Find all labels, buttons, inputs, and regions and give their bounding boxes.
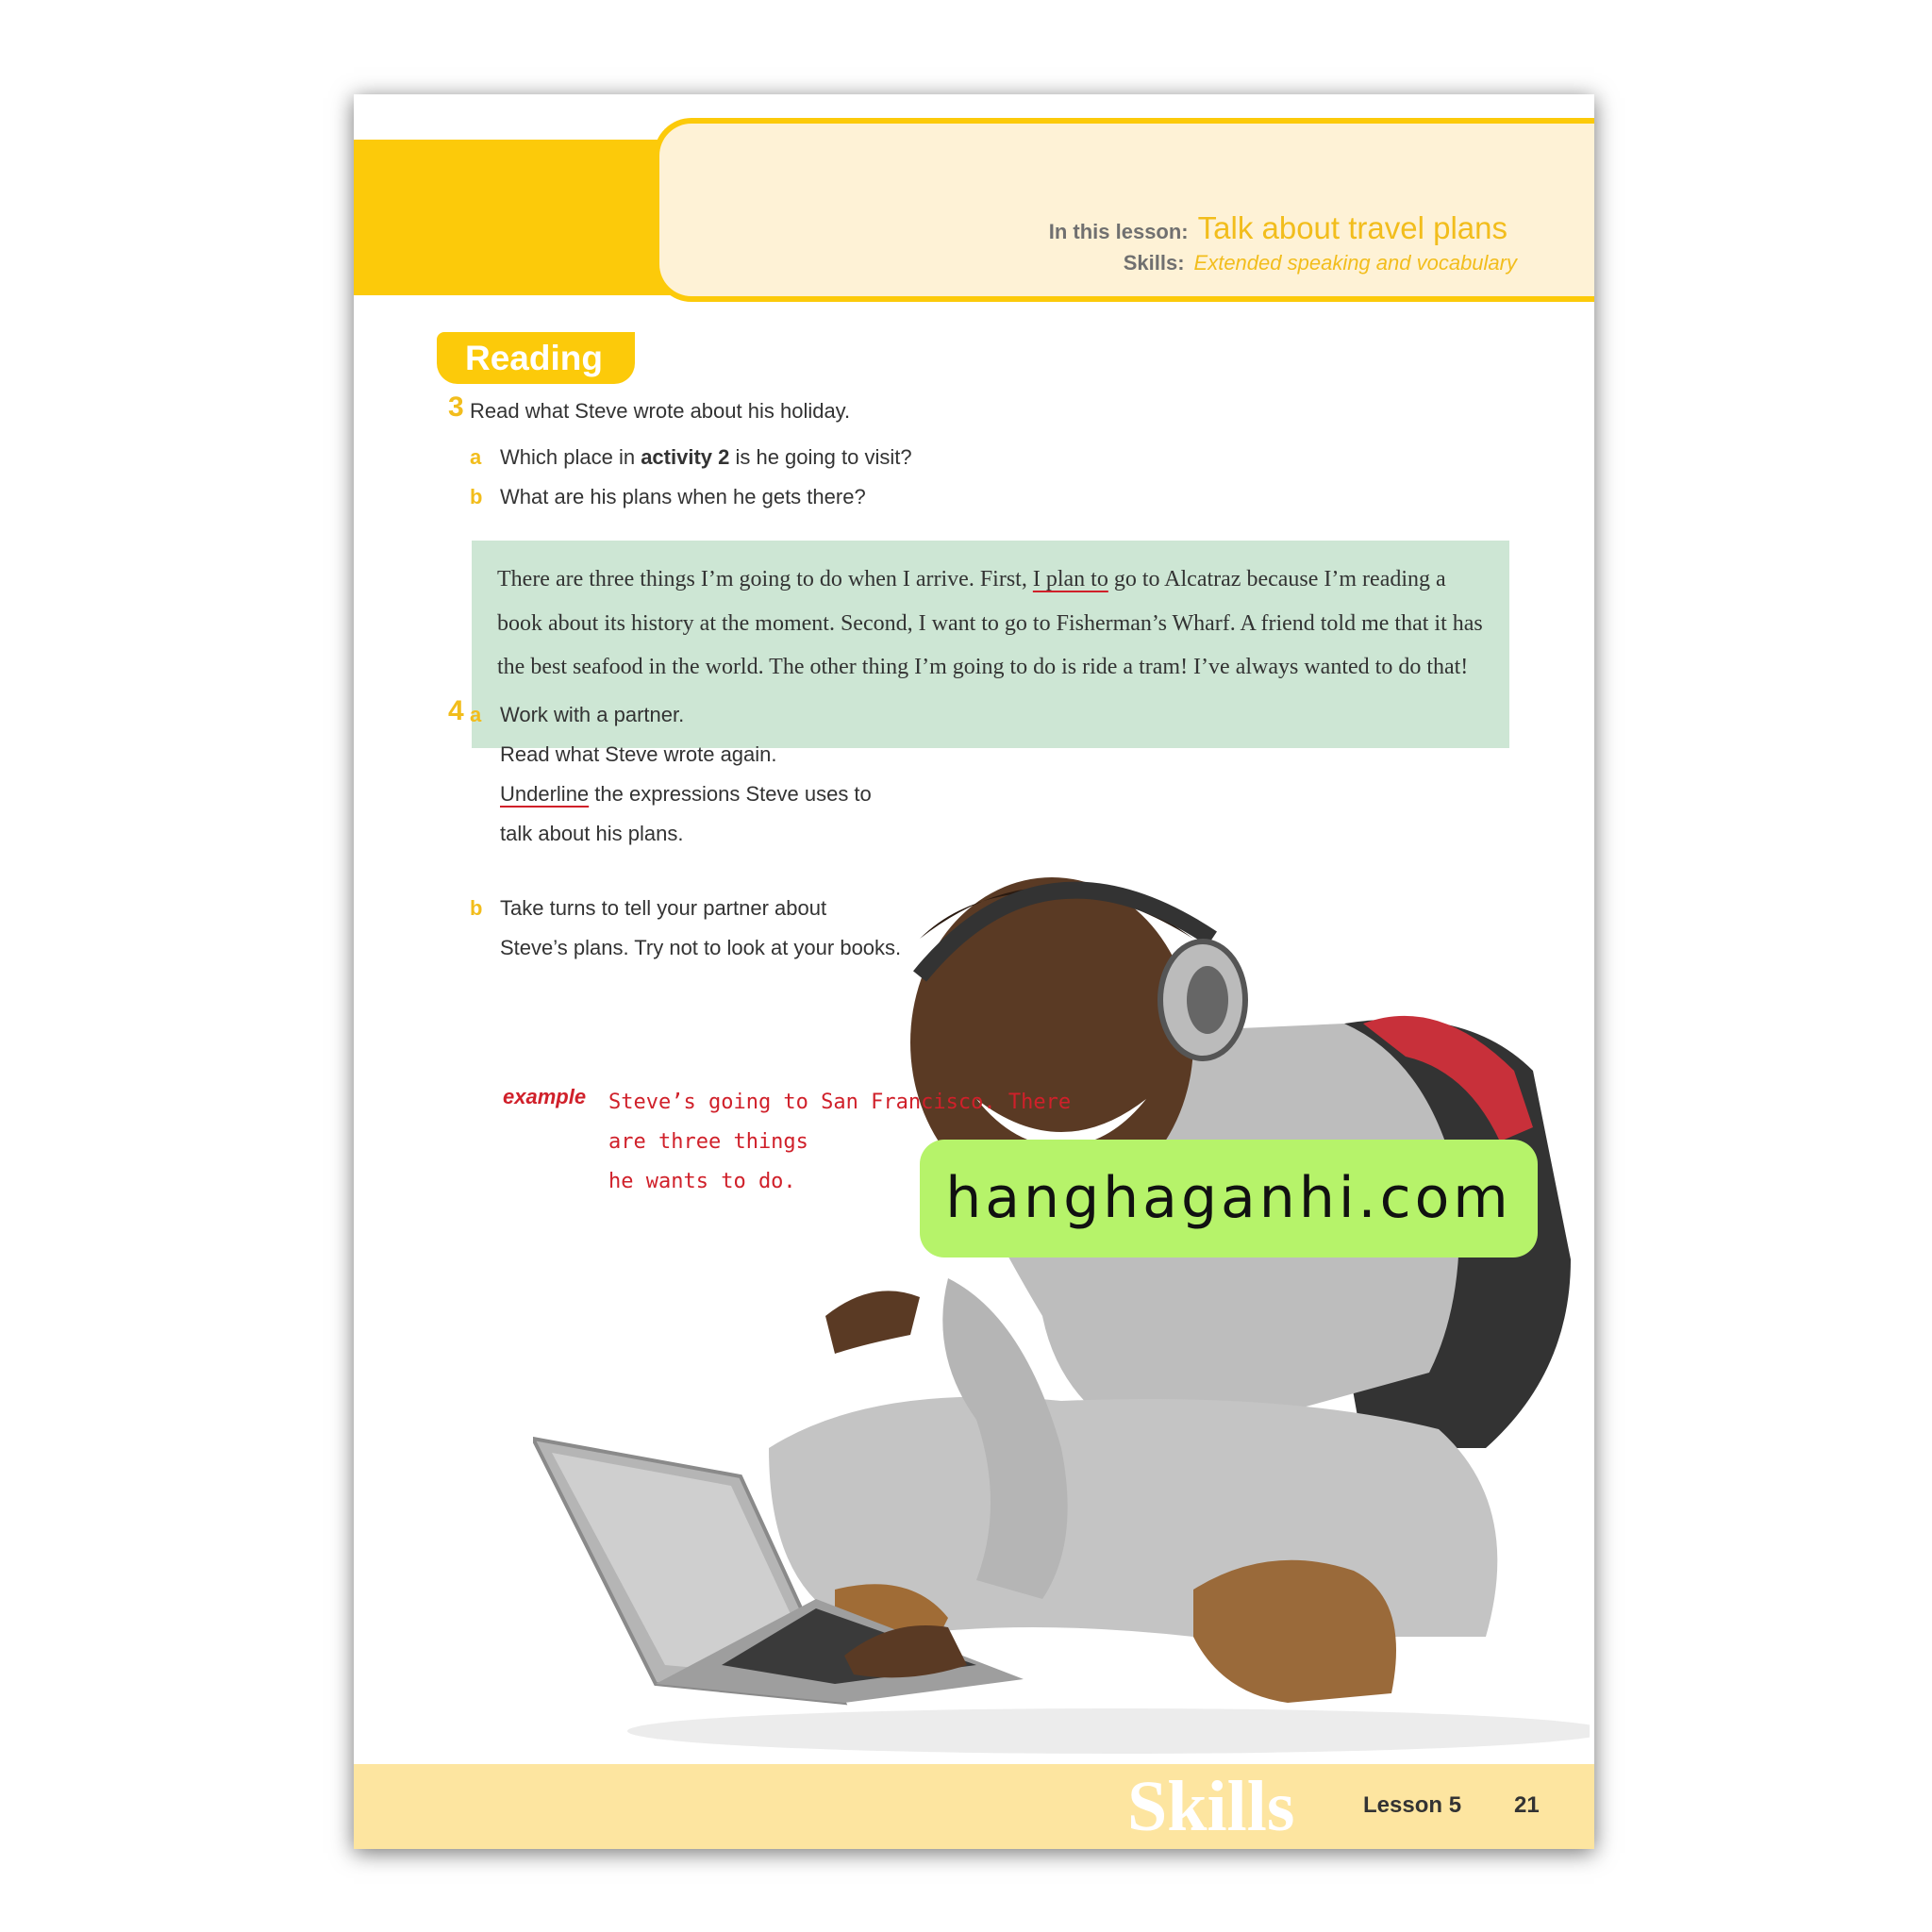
activity-4a-line2: Read what Steve wrote again.	[500, 742, 777, 766]
activity-4a-line4: talk about his plans.	[500, 822, 684, 845]
example-line-2: are three things	[608, 1130, 808, 1154]
example-label: example	[503, 1085, 587, 1108]
activity-4b-line1: Take turns to tell your partner about	[500, 896, 827, 920]
lesson-title: Talk about travel plans	[1197, 210, 1507, 245]
page-number: 21	[1514, 1792, 1540, 1818]
activity-4-number: 4	[448, 695, 464, 726]
activity-3a-question	[500, 445, 912, 470]
activity-3a-letter: a	[470, 445, 482, 469]
activity-3-number: 3	[448, 391, 464, 423]
activity-4a-line1: Work with a partner.	[500, 703, 685, 726]
footer-lesson-number: Lesson 5	[1363, 1792, 1462, 1818]
header-yellow-band	[354, 140, 693, 295]
activity-4b-letter: b	[470, 896, 483, 920]
question-text-end: is he going to visit?	[729, 445, 912, 469]
activity-4b-line2: Steve’s plans. Try not to look at your books.	[500, 936, 902, 959]
example-line-1: Steve’s going to San Francisco. There	[608, 1091, 1072, 1114]
lesson-header-box	[654, 118, 1594, 302]
lesson-label: In this lesson:	[1048, 220, 1189, 243]
page-footer	[354, 1764, 1594, 1849]
passage-text-2: go to Alcatraz because I’m reading a book about its history at the moment. Second, I want to go to Fisherman’s Wharf. A friend told me that it has the best seafood in the world. The other thing I’m going to do is ride a tram! I’ve always wanted to do that!	[497, 567, 1483, 679]
underline-word: Underline	[500, 782, 590, 806]
passage-underlined-phrase: I plan to	[1032, 567, 1108, 591]
activity-4a-line3	[500, 782, 872, 807]
skills-label: Skills:	[1123, 251, 1185, 275]
watermark-banner: hanghaganhi.com	[920, 1140, 1538, 1257]
activity-4a-line3-rest: the expressions Steve uses to	[589, 782, 872, 806]
activity-3b-question: What are his plans when he gets there?	[500, 485, 866, 508]
student-laptop-photo	[533, 788, 1590, 1759]
question-bold-ref: activity 2	[641, 445, 730, 469]
footer-section-title: Skills	[1127, 1767, 1295, 1846]
textbook-page	[354, 94, 1594, 1849]
reading-section-tab: Reading	[437, 332, 635, 384]
activity-4a-letter: a	[470, 703, 482, 726]
lesson-line	[1049, 210, 1507, 246]
skills-line	[1124, 251, 1517, 275]
example-line-3: he wants to do.	[608, 1170, 796, 1193]
question-text: Which place in	[500, 445, 641, 469]
passage-text-1: There are three things I’m going to do when I arrive. First,	[497, 567, 1033, 591]
activity-3-instruction: Read what Steve wrote about his holiday.	[470, 399, 851, 423]
skills-value: Extended speaking and vocabulary	[1193, 251, 1517, 275]
activity-3b-letter: b	[470, 485, 483, 508]
